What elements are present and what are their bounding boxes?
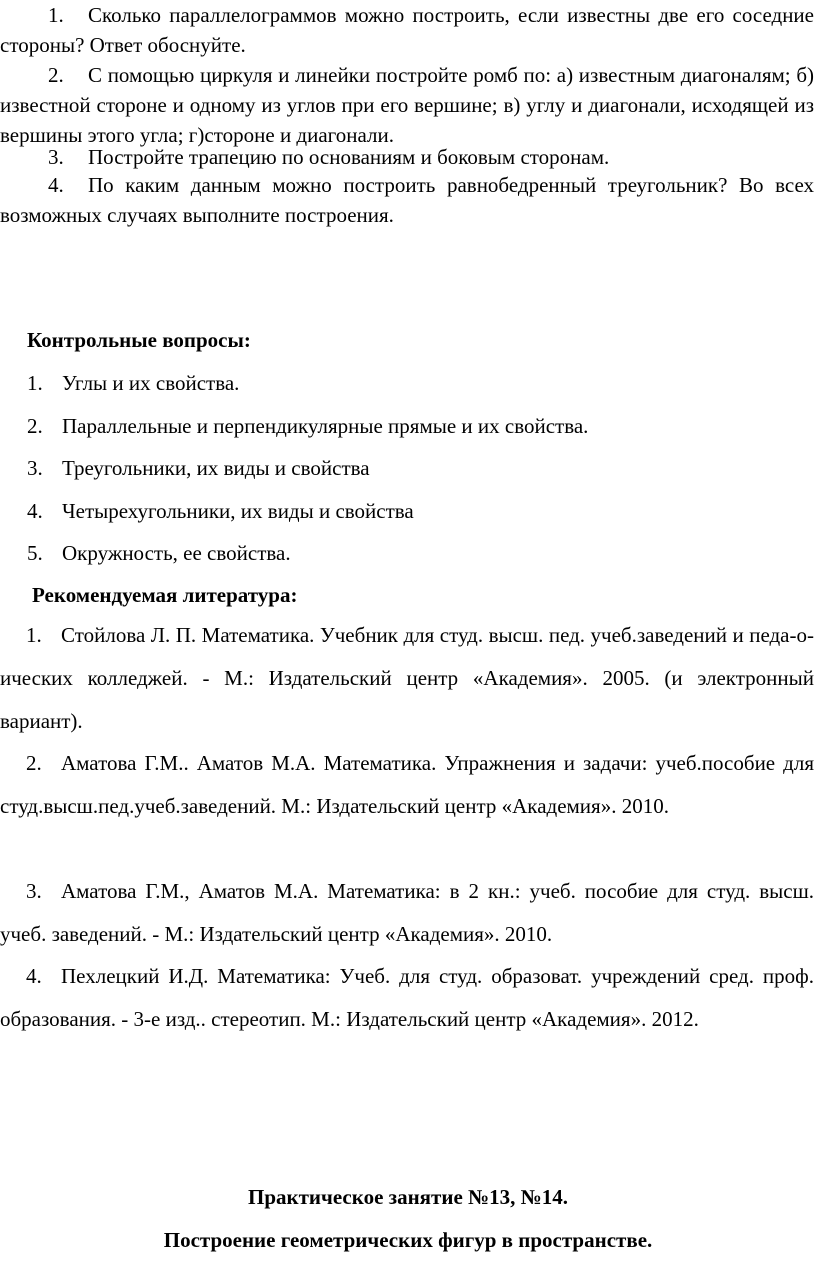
task-text: Постройте трапецию по основаниям и боковым сторонам.: [88, 145, 610, 169]
literature-item: [0, 614, 814, 743]
task-text: С помощью циркуля и линейки постройте ромб по: а) известным диагоналям; б) известной стороне и одному из углов при его вершине; в) углу и диагонали, исходящей из вершины этого угла; г)стороне и диагонали.: [0, 63, 814, 147]
task-number: 2.: [48, 63, 64, 87]
literature-text: Аматова Г.М.. Аматов М.А. Математика. Упражнения и задачи: учеб.пособие для студ.высш.пед.учеб.заведений. М.: Издательский центр «Академия». 2010.: [0, 751, 814, 818]
task-item: [0, 60, 814, 150]
task-number: 1.: [48, 3, 64, 27]
literature-number: 1.: [26, 623, 42, 647]
question-number: 3.: [27, 456, 43, 480]
literature-number: 4.: [26, 964, 42, 988]
task-number: 4.: [48, 173, 64, 197]
practice-subtitle: Построение геометрических фигур в пространстве.: [163, 1228, 653, 1252]
question-number: 1.: [27, 371, 43, 395]
question-text: Углы и их свойства.: [62, 371, 240, 395]
literature-heading: Рекомендуемая литература:: [32, 583, 298, 607]
literature-text: Пехлецкий И.Д. Математика: Учеб. для студ. образоват. учреждений сред. проф. образования. - 3-е изд.. стереотип. М.: Издательский центр «Академия». 2012.: [0, 964, 814, 1031]
task-text: По каким данным можно построить равнобедренный треугольник? Во всех возможных случаях выполните построения.: [0, 173, 814, 227]
question-number: 4.: [27, 499, 43, 523]
question-item: [27, 371, 239, 396]
question-text: Окружность, ее свойства.: [62, 541, 291, 565]
question-number: 2.: [27, 414, 43, 438]
task-text: Сколько параллелограммов можно построить, если известны две его соседние стороны? Ответ обоснуйте.: [0, 3, 814, 57]
literature-text: Стойлова Л. П. Математика. Учебник для студ. высш. пед. учеб.заведений и педа-о-ических колледжей. - М.: Издательский центр «Академия». 2005. (и электронный вариант).: [0, 623, 814, 733]
question-text: Треугольники, их виды и свойства: [62, 456, 370, 480]
question-text: Параллельные и перпендикулярные прямые и их свойства.: [62, 414, 589, 438]
question-item: [27, 414, 588, 439]
question-item: [27, 541, 291, 566]
literature-number: 2.: [26, 751, 42, 775]
literature-text: Аматова Г.М., Аматов М.А. Математика: в 2 кн.: учеб. пособие для студ. высш. учеб. заведений. - М.: Издательский центр «Академия». 2010.: [0, 879, 814, 946]
literature-item: [0, 955, 814, 1041]
task-number: 3.: [48, 145, 64, 169]
task-item: [0, 0, 814, 60]
literature-item: [0, 742, 814, 828]
literature-item: [0, 870, 814, 956]
task-item: [0, 170, 814, 230]
question-number: 5.: [27, 541, 43, 565]
control-questions-heading: Контрольные вопросы:: [27, 328, 251, 352]
literature-number: 3.: [26, 879, 42, 903]
practice-title: Практическое занятие №13, №14.: [247, 1185, 568, 1209]
task-item: [0, 142, 814, 172]
question-text: Четырехугольники, их виды и свойства: [62, 499, 414, 523]
question-item: [27, 499, 414, 524]
question-item: [27, 456, 370, 481]
